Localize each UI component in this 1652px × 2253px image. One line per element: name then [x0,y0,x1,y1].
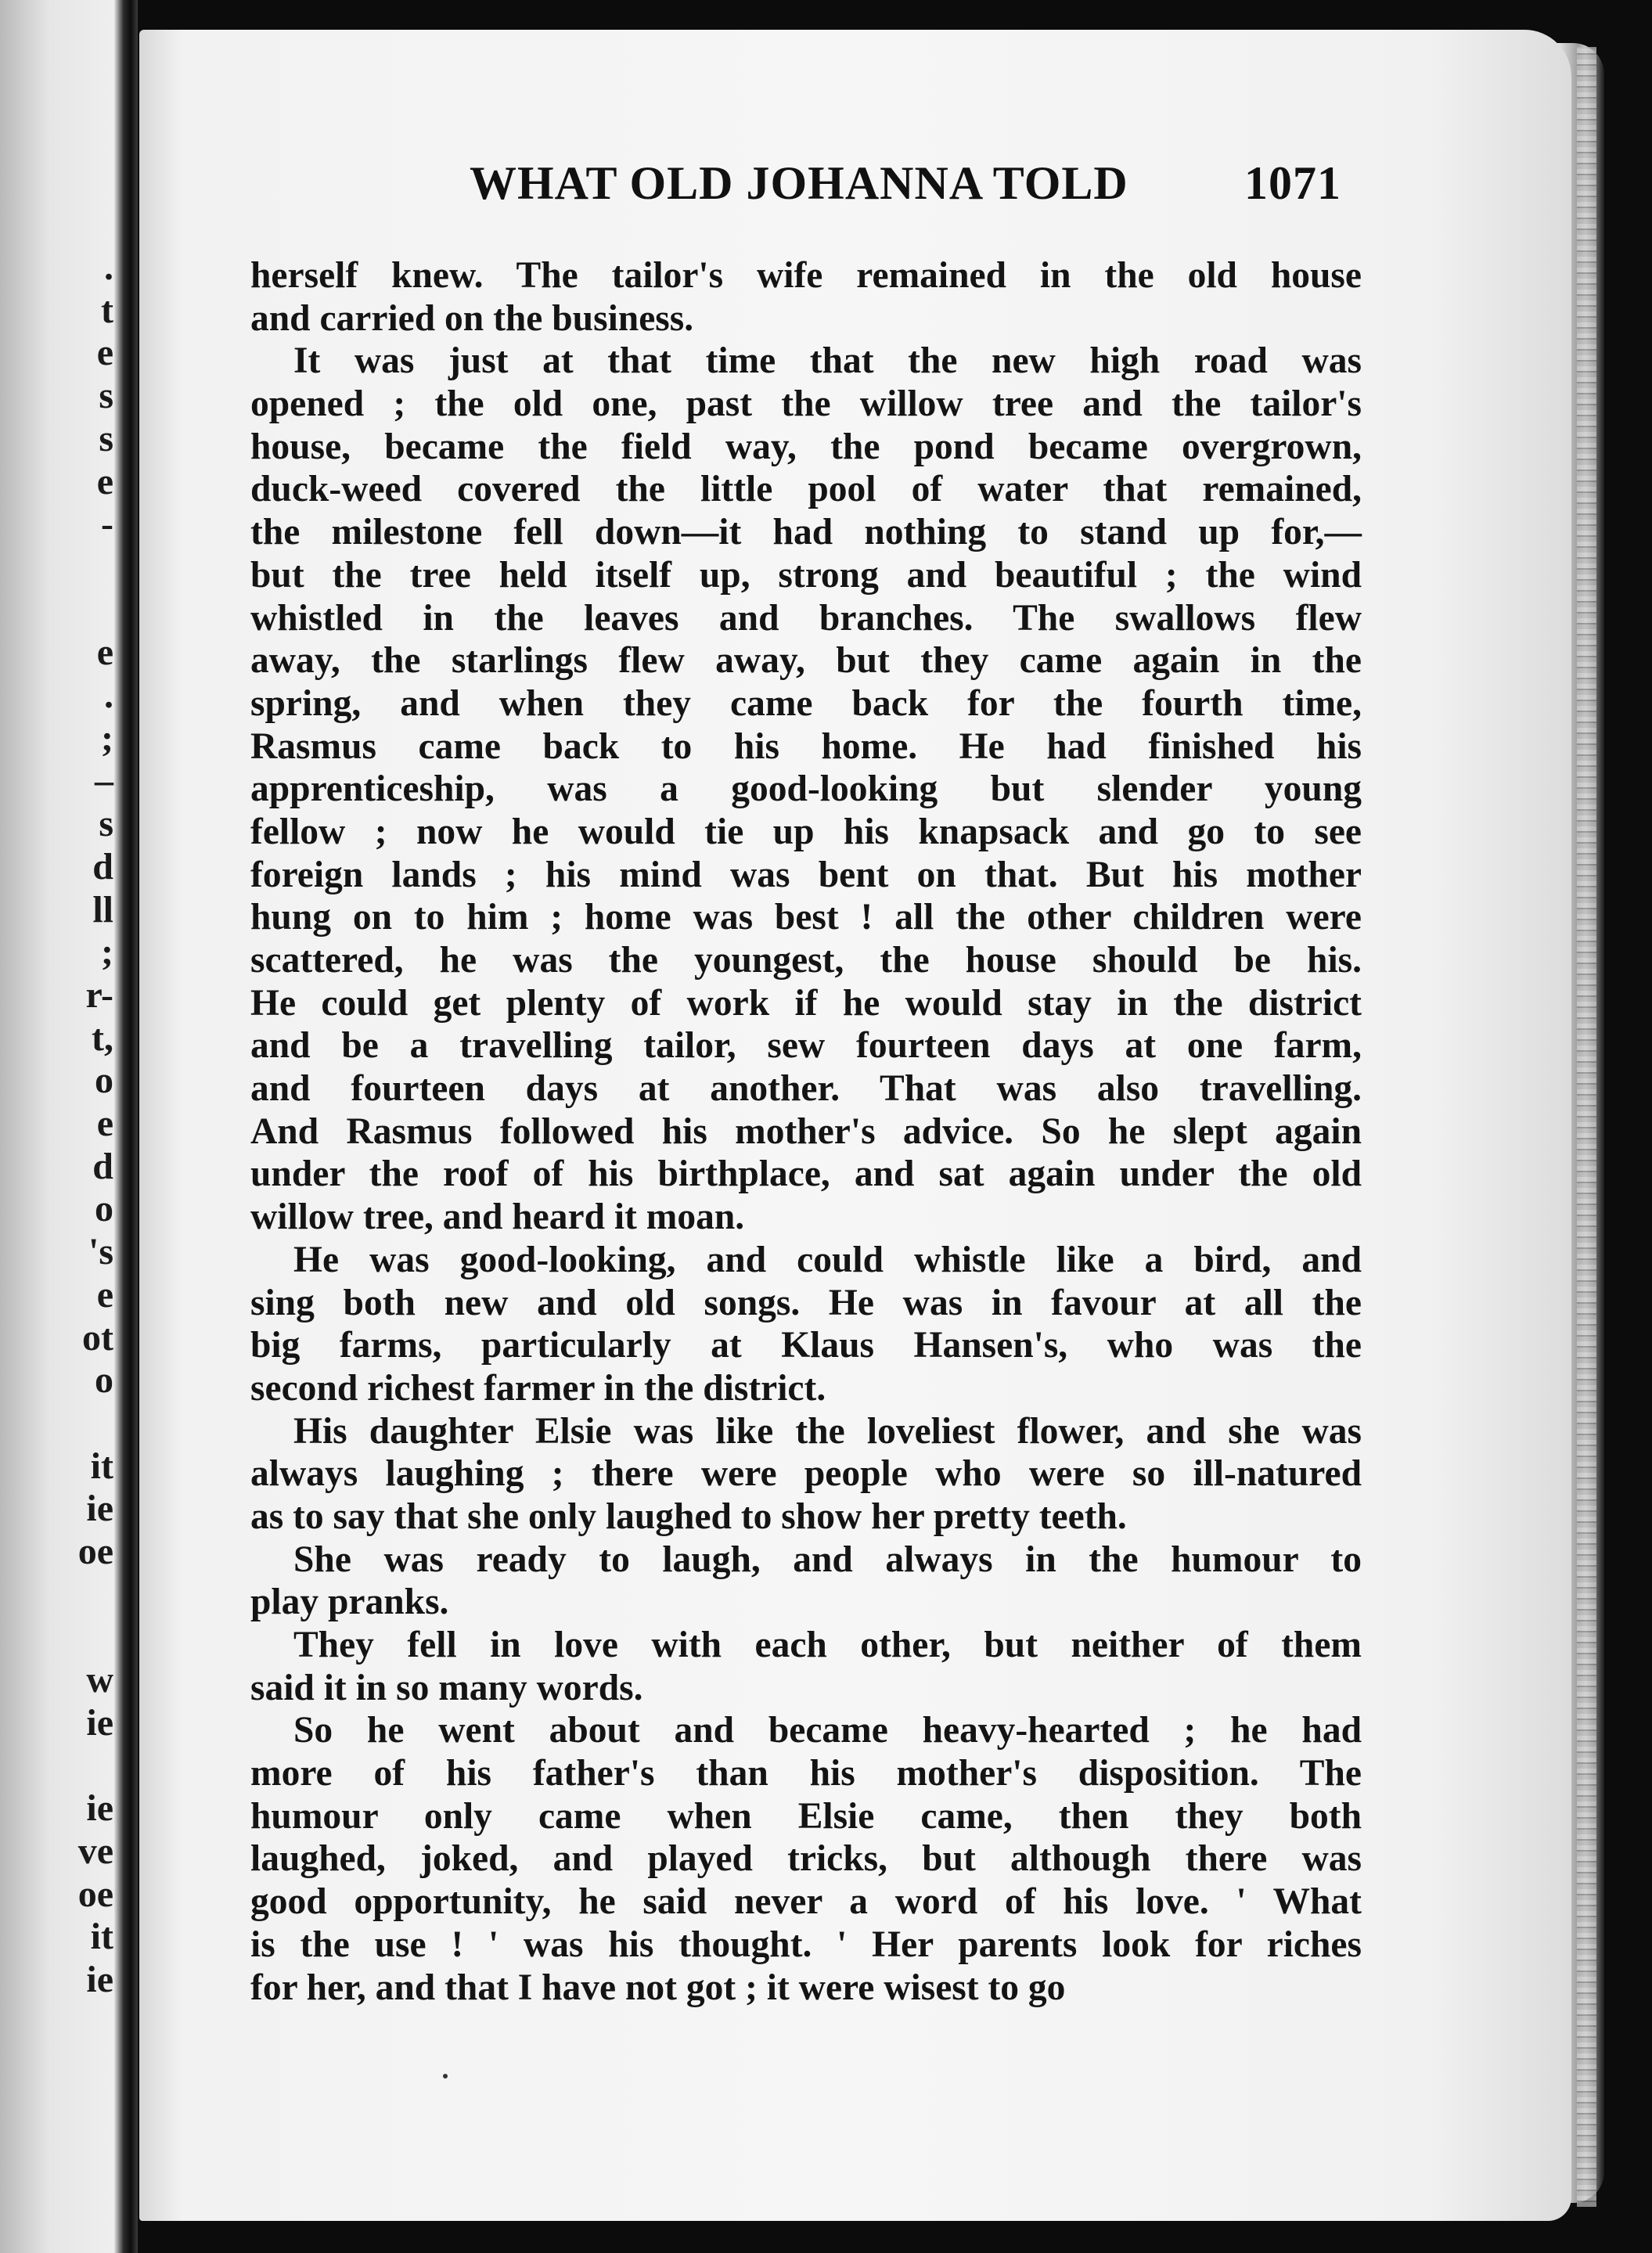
page-number: 1071 [1244,157,1341,209]
previous-page-line-fragment: ie [86,1787,113,1830]
previous-page-line-fragment: . [104,247,113,288]
previous-page-line-fragment: t [101,289,113,331]
page-header [470,157,1341,219]
text-line: is the use ! ' was his thought. ' Her parents look for riches [250,1924,1362,1965]
previous-page-line-fragment: ot [82,1316,113,1359]
text-line: hung on to him ; home was best ! all the other children were [250,897,1362,938]
text-line: as to say that she only laughed to show her pretty teeth. [250,1495,1127,1537]
text-line: and carried on the business. [250,297,694,339]
text-line: fellow ; now he would tie up his knapsack and go to see [250,811,1362,852]
text-line: play pranks. [250,1582,449,1623]
text-line: under the roof of his birthplace, and sat again under the old [250,1153,1362,1195]
text-line: humour only came when Elsie came, then they both [250,1795,1362,1837]
previous-page-line-fragment: e [96,1103,113,1144]
previous-page-line-fragment: ; [101,717,113,759]
previous-page-line-fragment: s [99,417,113,459]
page-body-text [250,254,1362,2009]
text-line: the milestone fell down—it had nothing to stand up for,— [250,512,1362,553]
text-line: second richest farmer in the district. [250,1367,826,1409]
text-line: big farms, particularly at Klaus Hansen's, who was the [250,1325,1362,1366]
text-line: for her, and that I have not got ; it were wisest to go [250,1967,1066,2008]
text-line: good opportunity, he said never a word of his love. ' What [250,1881,1362,1923]
text-line: said it in so many words. [250,1667,643,1708]
previous-page-line-fragment: 's [88,1231,113,1273]
text-line: His daughter Elsie was like the loveliest flower, and she was [293,1410,1362,1452]
text-line: house, became the field way, the pond became overgrown, [250,426,1362,467]
text-line: sing both new and old songs. He was in favour at all the [250,1282,1362,1323]
text-line: duck-weed covered the little pool of water that remained, [250,469,1362,510]
previous-page-line-fragment: . [104,675,113,716]
text-line: scattered, he was the youngest, the house should be his. [250,940,1362,981]
ink-speck [443,2074,448,2078]
text-line: They fell in love with each other, but neither of them [293,1625,1362,1665]
text-line: So he went about and became heavy-hearted ; he had [293,1710,1362,1751]
previous-page-line-fragment: ; [101,931,113,974]
running-title: WHAT OLD JOHANNA TOLD [470,157,1128,209]
previous-page-line-fragment: w [86,1659,113,1701]
previous-page-line-fragment: o [95,1060,113,1102]
text-line: It was just at that time that the new high road was [293,340,1362,382]
previous-page-line-fragment: d [92,845,113,887]
previous-page-line-fragment: s [99,375,113,417]
previous-page-line-fragment: e [96,1273,113,1315]
previous-page-line-fragment: ve [77,1830,113,1872]
previous-page-text-fragments [0,247,113,2046]
previous-page-line-fragment: it [90,1445,113,1487]
text-line: always laughing ; there were people who were so ill-natured [250,1453,1362,1495]
previous-page-line-fragment: oe [77,1531,113,1572]
text-line: She was ready to laugh, and always in the humour to [293,1539,1362,1580]
previous-page-line-fragment: it [90,1916,113,1958]
previous-page-line-fragment: d [92,1145,113,1187]
previous-page-line-fragment: – [95,760,113,802]
previous-page-line-fragment: - [101,503,113,545]
previous-page-line-fragment: o [95,1359,113,1402]
previous-page-line-fragment: ie [86,1701,113,1744]
text-line: spring, and when they came back for the fourth time, [250,682,1362,724]
previous-page-line-fragment: oe [77,1873,113,1915]
previous-page-line-fragment: e [96,632,113,674]
page-stack-edge-texture [1577,47,1596,2207]
text-line: laughed, joked, and played tricks, but although there was [250,1838,1362,1880]
previous-page-line-fragment: e [96,332,113,374]
text-line: willow tree, and heard it moan. [250,1197,745,1238]
text-line: but the tree held itself up, strong and beautiful ; the wind [250,554,1362,596]
previous-page-line-fragment: ie [86,1959,113,2000]
previous-page-line-fragment: ll [92,888,113,930]
book-gutter [114,0,138,2253]
text-line: He could get plenty of work if he would stay in the district [250,982,1362,1024]
text-line: And Rasmus followed his mother's advice. So he slept again [250,1110,1362,1152]
text-line: away, the starlings flew away, but they came again in the [250,640,1362,682]
text-line: Rasmus came back to his home. He had finished his [250,725,1362,767]
text-line: and fourteen days at another. That was also travelling. [250,1068,1362,1110]
text-line: opened ; the old one, past the willow tree and the tailor's [250,383,1362,425]
previous-page-line-fragment: e [96,460,113,502]
previous-page-line-fragment: ie [86,1488,113,1530]
previous-page-line-fragment: r- [85,974,113,1016]
previous-page-line-fragment: o [95,1188,113,1230]
text-line: more of his father's than his mother's disposition. The [250,1753,1362,1794]
previous-page-line-fragment: s [99,803,113,845]
previous-page-line-fragment: t, [92,1017,113,1059]
text-line: He was good-looking, and could whistle like a bird, and [293,1239,1362,1280]
text-line: apprenticeship, was a good-looking but slender young [250,768,1362,810]
text-line: and be a travelling tailor, sew fourteen days at one farm, [250,1025,1362,1067]
text-line: foreign lands ; his mind was bent on that. But his mother [250,854,1362,895]
text-line: herself knew. The tailor's wife remained in the old house [250,255,1362,296]
text-line: whistled in the leaves and branches. The swallows flew [250,597,1362,639]
